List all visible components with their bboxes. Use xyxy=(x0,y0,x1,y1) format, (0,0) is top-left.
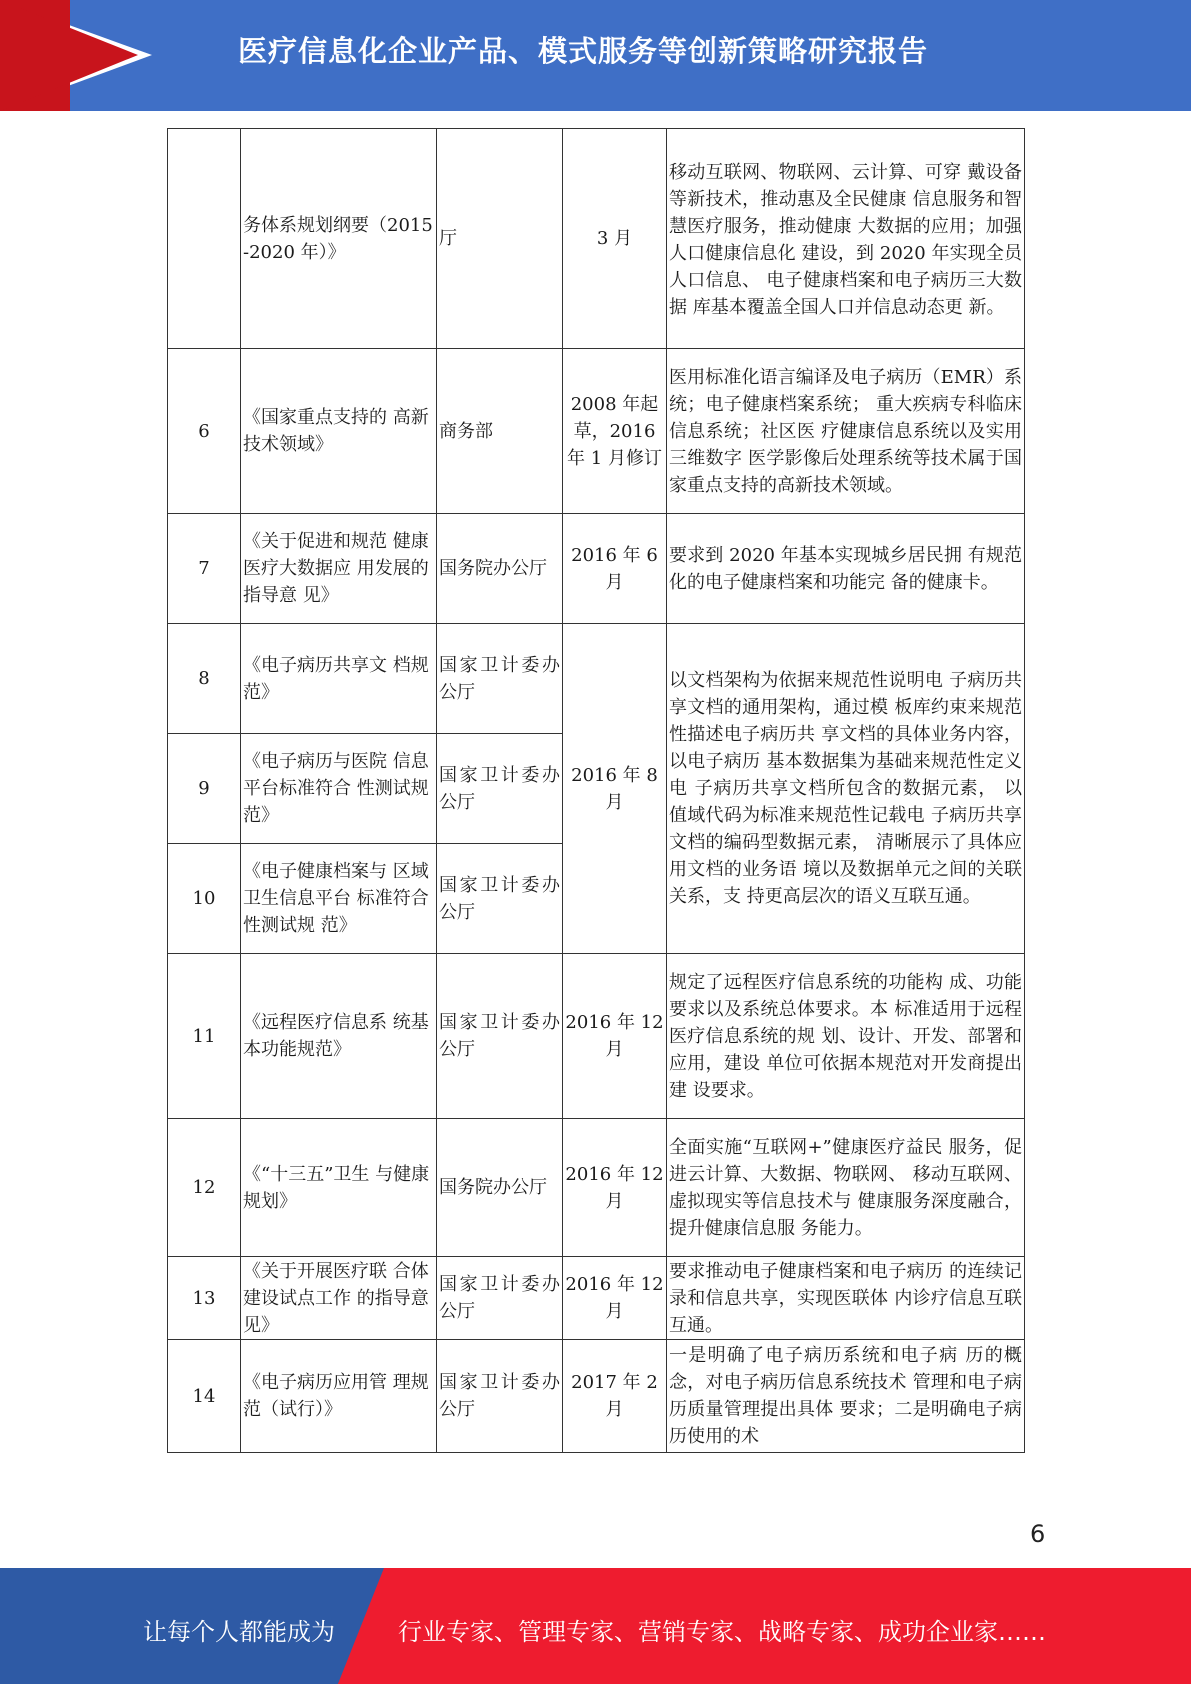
policy-name: 《电子病历共享文 档规范》 xyxy=(241,624,437,734)
issue-date: 2008 年起草，2016 年 1 月修订 xyxy=(563,349,667,514)
issuing-department: 商务部 xyxy=(437,349,563,514)
issue-date: 2016 年 12 月 xyxy=(563,954,667,1119)
issuing-department: 国家卫计委办公厅 xyxy=(437,624,563,734)
table-row xyxy=(168,349,1025,514)
issuing-department: 国家卫计委办公厅 xyxy=(437,734,563,844)
page-number: 6 xyxy=(1030,1520,1046,1548)
policy-description: 医用标准化语言编译及电子病历（EMR）系统；电子健康档案系统； 重大疾病专科临床信息系统；社区医 疗健康信息系统以及实用三维数字 医学影像后处理系统等技术属于国 家重点支持的高新技术领域。 xyxy=(667,349,1025,514)
row-number: 10 xyxy=(168,844,241,954)
row-number: 12 xyxy=(168,1119,241,1257)
row-number xyxy=(168,129,241,349)
policy-description: 以文档架构为依据来规范性说明电 子病历共享文档的通用架构，通过模 板库约束来规范性描述电子病历共 享文档的具体业务内容，以电子病历 基本数据集为基础来规范性定义电 子病历共享文档所包含的数据元素， 以值域代码为标准来规范性记载电 子病历共享文档的编码型数据元素， 清晰展示了具体应用文档的业务语 境以及数据单元之间的关联关系，支 持更高层次的语义互联互通。 xyxy=(667,624,1025,954)
row-number: 6 xyxy=(168,349,241,514)
report-title: 医疗信息化企业产品、模式服务等创新策略研究报告 xyxy=(238,34,929,68)
page-footer xyxy=(0,1568,1191,1684)
row-number: 11 xyxy=(168,954,241,1119)
policy-description: 一是明确了电子病历系统和电子病 历的概念，对电子病历信息系统技术 管理和电子病历质量管理提出具体 要求；二是明确电子病历使用的术 xyxy=(667,1340,1025,1453)
issuing-department: 国家卫计委办公厅 xyxy=(437,1257,563,1340)
policy-table xyxy=(167,128,1025,1453)
issuing-department: 国家卫计委办公厅 xyxy=(437,844,563,954)
row-number: 14 xyxy=(168,1340,241,1453)
footer-slogan-right: 行业专家、管理专家、营销专家、战略专家、成功企业家…… xyxy=(398,1618,1046,1646)
policy-description: 移动互联网、物联网、云计算、可穿 戴设备等新技术，推动惠及全民健康 信息服务和智慧医疗服务，推动健康 大数据的应用；加强人口健康信息化 建设，到 2020 年实现全员人口信息、 电子健康档案和电子病历三大数据 库基本覆盖全国人口并信息动态更 新。 xyxy=(667,129,1025,349)
header-red-arrow xyxy=(0,0,138,111)
policy-description: 要求推动电子健康档案和电子病历 的连续记录和信息共享，实现医联体 内诊疗信息互联互通。 xyxy=(667,1257,1025,1340)
table-row xyxy=(168,624,1025,734)
table-row xyxy=(168,1119,1025,1257)
issue-date: 2016 年 12 月 xyxy=(563,1119,667,1257)
policy-name: 《电子病历与医院 信息平台标准符合 性测试规范》 xyxy=(241,734,437,844)
policy-name: 《关于促进和规范 健康医疗大数据应 用发展的指导意 见》 xyxy=(241,514,437,624)
table-row xyxy=(168,1340,1025,1453)
table-row xyxy=(168,129,1025,349)
table-row xyxy=(168,514,1025,624)
page-header xyxy=(0,0,1191,111)
table-row xyxy=(168,954,1025,1119)
issuing-department: 国务院办公厅 xyxy=(437,514,563,624)
issuing-department: 国务院办公厅 xyxy=(437,1119,563,1257)
issuing-department: 国家卫计委办公厅 xyxy=(437,1340,563,1453)
issuing-department: 厅 xyxy=(437,129,563,349)
policy-name: 《远程医疗信息系 统基本功能规范》 xyxy=(241,954,437,1119)
issue-date: 2017 年 2 月 xyxy=(563,1340,667,1453)
policy-name: 《国家重点支持的 高新技术领域》 xyxy=(241,349,437,514)
policy-name: 务体系规划纲要（2015-2020 年）》 xyxy=(241,129,437,349)
policy-name: 《“十三五”卫生 与健康规划》 xyxy=(241,1119,437,1257)
policy-name: 《关于开展医疗联 合体建设试点工作 的指导意见》 xyxy=(241,1257,437,1340)
issue-date: 3 月 xyxy=(563,129,667,349)
row-number: 7 xyxy=(168,514,241,624)
issue-date: 2016 年 8 月 xyxy=(563,624,667,954)
row-number: 9 xyxy=(168,734,241,844)
policy-description: 全面实施“互联网+”健康医疗益民 服务，促进云计算、大数据、物联网、 移动互联网、虚拟现实等信息技术与 健康服务深度融合，提升健康信息服 务能力。 xyxy=(667,1119,1025,1257)
row-number: 13 xyxy=(168,1257,241,1340)
row-number: 8 xyxy=(168,624,241,734)
policy-description: 规定了远程医疗信息系统的功能构 成、功能要求以及系统总体要求。本 标准适用于远程医疗信息系统的规 划、设计、开发、部署和应用，建设 单位可依据本规范对开发商提出建 设要求。 xyxy=(667,954,1025,1119)
policy-name: 《电子病历应用管 理规范（试行）》 xyxy=(241,1340,437,1453)
issuing-department: 国家卫计委办公厅 xyxy=(437,954,563,1119)
policy-description: 要求到 2020 年基本实现城乡居民拥 有规范化的电子健康档案和功能完 备的健康卡。 xyxy=(667,514,1025,624)
table-row xyxy=(168,1257,1025,1340)
issue-date: 2016 年 6 月 xyxy=(563,514,667,624)
issue-date: 2016 年 12 月 xyxy=(563,1257,667,1340)
footer-slogan-left: 让每个人都能成为 xyxy=(143,1618,335,1646)
policy-name: 《电子健康档案与 区域卫生信息平台 标准符合性测试规 范》 xyxy=(241,844,437,954)
